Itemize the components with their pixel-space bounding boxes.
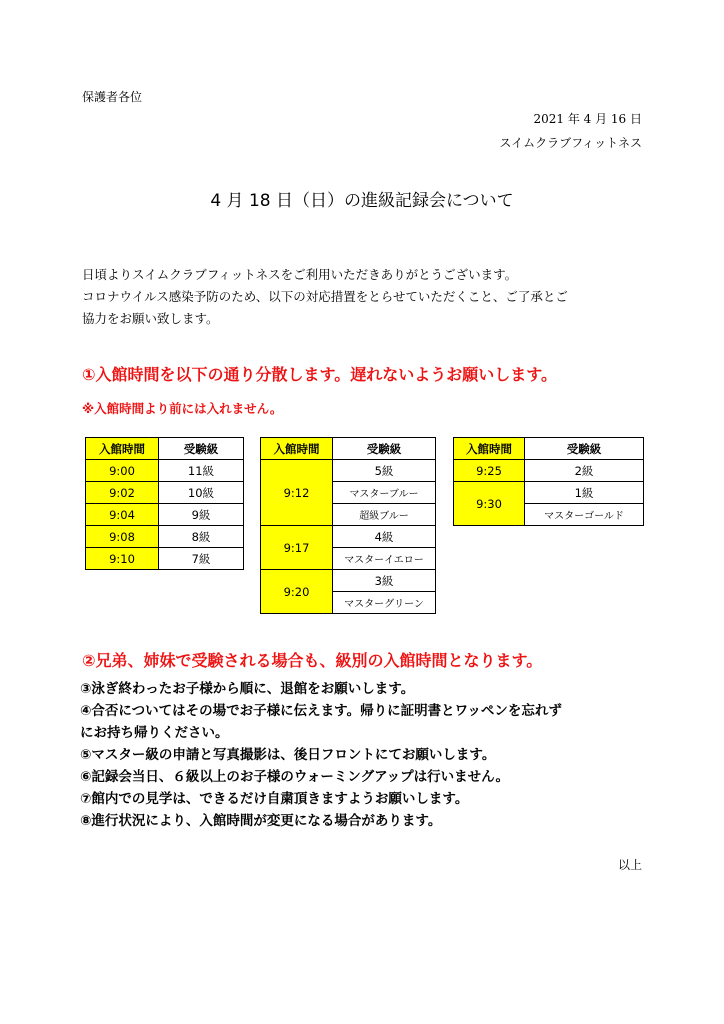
section1-heading: ①入館時間を以下の通り分散します。遅れないようお願いします。 <box>82 365 557 384</box>
table-row <box>454 482 644 504</box>
entry-time-cell: 9:12 <box>261 460 333 526</box>
grade-cell: 3級 <box>333 570 436 592</box>
entry-time-cell: 9:00 <box>86 460 159 482</box>
table-row <box>261 460 436 482</box>
table-row <box>86 482 244 504</box>
table-row <box>261 526 436 548</box>
table-header-row <box>261 438 436 460</box>
grade-cell: 8級 <box>159 526 244 548</box>
grade-cell: 7級 <box>159 548 244 570</box>
notice-list <box>80 678 660 832</box>
header-grade: 受験級 <box>159 438 244 460</box>
addressee: 保護者各位 <box>82 90 143 104</box>
entry-time-cell: 9:30 <box>454 482 525 526</box>
entry-time-cell: 9:10 <box>86 548 159 570</box>
table-row <box>86 504 244 526</box>
grade-cell: 1級 <box>525 482 644 504</box>
header-grade: 受験級 <box>333 438 436 460</box>
grade-sub-cell: 超級ブルー <box>333 504 436 526</box>
table-row <box>261 570 436 592</box>
grade-cell: 5級 <box>333 460 436 482</box>
intro-line: 日頃よりスイムクラブフィットネスをご利用いただきありがとうございます。 <box>82 267 518 282</box>
header-entry-time: 入館時間 <box>261 438 333 460</box>
list-item: ⑧進行状況により、入館時間が変更になる場合があります。 <box>80 813 442 829</box>
table-row <box>86 460 244 482</box>
table-header-row <box>86 438 244 460</box>
intro-line: コロナウイルス感染予防のため、以下の対応措置をとらせていただくこと、ご了承とご <box>82 289 568 304</box>
list-item: にお持ち帰りください。 <box>80 725 229 741</box>
document-title: 4 月 18 日（日）の進級記録会について <box>210 191 514 211</box>
intro-line: 協力をお願い致します。 <box>82 311 219 326</box>
table-row <box>86 548 244 570</box>
grade-sub-cell: マスターブルー <box>333 482 436 504</box>
document-date: 2021 年 4 月 16 日 <box>533 112 642 126</box>
list-item: ③泳ぎ終わったお子様から順に、退館をお願いします。 <box>80 681 415 697</box>
entry-time-cell: 9:17 <box>261 526 333 570</box>
header-grade: 受験級 <box>525 438 644 460</box>
grade-sub-cell: マスターゴールド <box>525 504 644 526</box>
grade-cell: 9級 <box>159 504 244 526</box>
list-item: ④合否についてはその場でお子様に伝えます。帰りに証明書とワッペンを忘れず <box>80 703 562 719</box>
list-item: ⑤マスター級の申請と写真撮影は、後日フロントにてお願いします。 <box>80 747 496 763</box>
grade-cell: 10級 <box>159 482 244 504</box>
entry-time-cell: 9:08 <box>86 526 159 548</box>
entry-time-cell: 9:02 <box>86 482 159 504</box>
entry-time-cell: 9:20 <box>261 570 333 614</box>
section2-heading: ②兄弟、姉妹で受験される場合も、級別の入館時間となります。 <box>82 651 543 670</box>
grade-sub-cell: マスターイエロー <box>333 548 436 570</box>
organization-name: スイムクラブフィットネス <box>499 136 642 150</box>
table-header-row <box>454 438 644 460</box>
table-row <box>454 460 644 482</box>
list-item: ⑦館内での見学は、できるだけ自粛頂きますようお願いします。 <box>80 791 469 807</box>
closing-mark: 以上 <box>617 858 642 872</box>
header-entry-time: 入館時間 <box>454 438 525 460</box>
grade-cell: 4級 <box>333 526 436 548</box>
grade-cell: 11級 <box>159 460 244 482</box>
table-row <box>86 526 244 548</box>
section1-note: ※入館時間より前には入れません。 <box>82 401 283 416</box>
grade-cell: 2級 <box>525 460 644 482</box>
intro-paragraph <box>82 264 652 330</box>
list-item: ⑥記録会当日、６級以上のお子様のウォーミングアップは行いません。 <box>80 769 509 785</box>
entry-time-cell: 9:04 <box>86 504 159 526</box>
schedule-table-2 <box>260 437 436 614</box>
entry-time-cell: 9:25 <box>454 460 525 482</box>
header-entry-time: 入館時間 <box>86 438 159 460</box>
schedule-table-3 <box>453 437 644 526</box>
schedule-table-1 <box>85 437 244 570</box>
grade-sub-cell: マスターグリーン <box>333 592 436 614</box>
